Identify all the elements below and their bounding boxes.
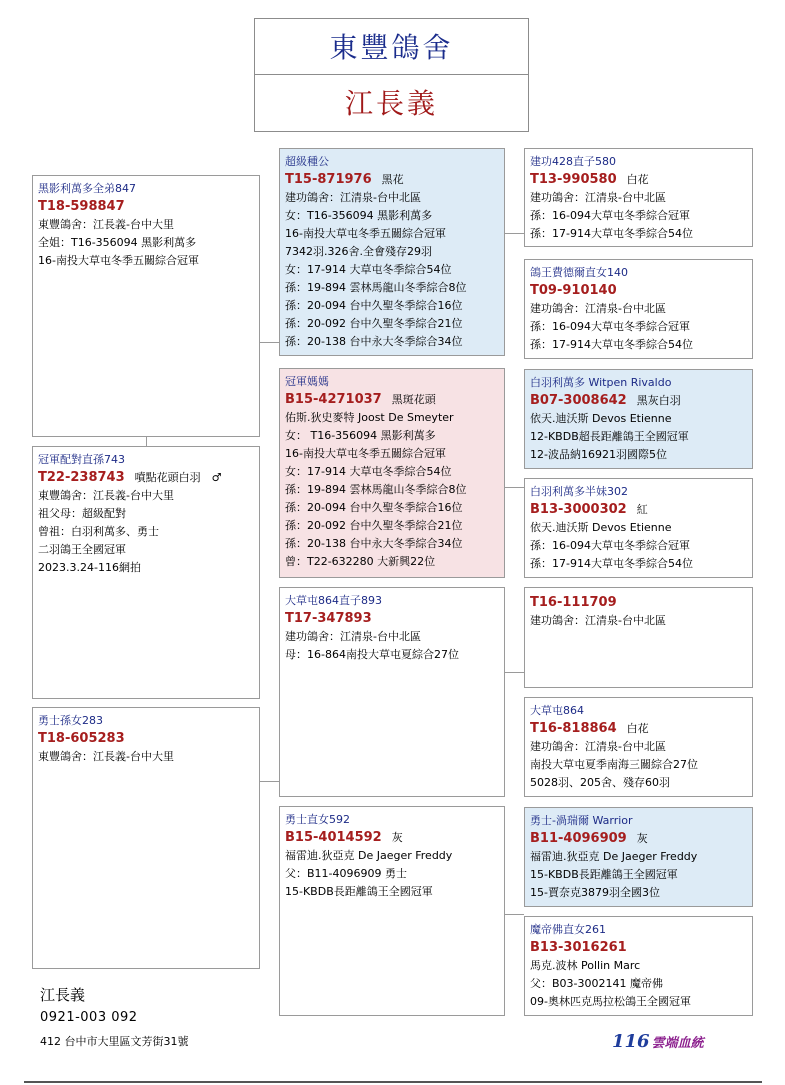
ring-number: T18-598847: [38, 199, 125, 214]
connector-line: [260, 781, 279, 782]
pigeon-card-granddam-2: [279, 806, 505, 1016]
pigeon-name: 建功428直子580: [530, 155, 616, 168]
pigeon-color: 噴點花頭白羽 ♂: [134, 471, 222, 484]
detail-line: 南投大草屯夏季南海三關綜合27位: [530, 758, 698, 771]
detail-line: 孫：17-914大草屯冬季綜合54位: [530, 338, 693, 351]
detail-line: 父：B03-3002141 魔帝佛: [530, 977, 663, 990]
connector-line: [505, 233, 524, 234]
pigeon-card-great-grandparent-1: [524, 148, 753, 247]
pigeon-card-parent-sire: [32, 175, 260, 437]
detail-line: 東豐鴿舍：江長義-台中大里: [38, 750, 174, 763]
detail-line: 女：17-914 大草屯冬季綜合54位: [285, 465, 452, 478]
pigeon-card-grandsire-1: [279, 148, 505, 356]
detail-line: 16-南投大草屯冬季五關綜合冠軍: [38, 254, 199, 267]
pigeon-card-great-grandparent-5: [524, 587, 753, 688]
ring-number: T13-990580 白花: [530, 172, 649, 187]
pigeon-name: 冠軍媽媽: [285, 375, 329, 388]
ring-number: B07-3008642 黑灰白羽: [530, 393, 681, 408]
detail-line: 佑斯.狄史麥特 Joost De Smeyter: [285, 411, 454, 424]
pigeon-name: 魔帝佛直女261: [530, 923, 606, 936]
pigeon-name: 超級種公: [285, 155, 329, 168]
pigeon-name: 勇士直女592: [285, 813, 350, 826]
pigeon-card-granddam-1: [279, 368, 505, 578]
detail-line: 7342羽.326舍.全會殘存29羽: [285, 245, 432, 258]
logo-number: 116: [612, 1031, 650, 1052]
pigeon-name: 鴿王費德爾直女140: [530, 266, 628, 279]
detail-line: 孫：20-138 台中永大冬季綜合34位: [285, 335, 463, 348]
detail-line: 12-KBDB超長距離鴿王全國冠軍: [530, 430, 689, 443]
detail-line: 孫：17-914大草屯冬季綜合54位: [530, 227, 693, 240]
pigeon-name: 白羽利萬多半妹302: [530, 485, 628, 498]
detail-line: 孫：20-094 台中久聖冬季綜合16位: [285, 299, 463, 312]
detail-line: 12-波品納16921羽國際5位: [530, 448, 667, 461]
connector-line: [260, 342, 279, 343]
connector-line: [505, 487, 524, 488]
detail-line: 孫：19-894 雲林馬龍山冬季綜合8位: [285, 483, 467, 496]
detail-line: 09-奧林匹克馬拉松鴿王全國冠軍: [530, 995, 691, 1008]
pigeon-card-great-grandparent-4: [524, 478, 753, 578]
footer-address: 412 台中市大里區文芳街31號: [40, 1035, 189, 1048]
detail-line: 二羽鴿王全國冠軍: [38, 543, 126, 556]
ring-number: B13-3016261: [530, 940, 627, 955]
detail-line: 15-KBDB長距離鴿王全國冠軍: [530, 868, 678, 881]
detail-line: 2023.3.24-116網拍: [38, 561, 141, 574]
detail-line: 孫：20-094 台中久聖冬季綜合16位: [285, 501, 463, 514]
brand-logo: [612, 1031, 704, 1052]
ring-number: T15-871976 黑花: [285, 172, 404, 187]
detail-line: 福雷迪.狄亞克 De Jaeger Freddy: [285, 849, 453, 862]
detail-line: 16-南投大草屯冬季五關綜合冠軍: [285, 447, 446, 460]
pigeon-color: 白花: [626, 722, 649, 735]
detail-line: 東豐鴿舍：江長義-台中大里: [38, 489, 174, 502]
ring-number: T16-111709: [530, 595, 617, 610]
pigeon-name: 大草屯864: [530, 704, 584, 717]
logo-text: 雲端血統: [651, 1036, 704, 1051]
pigeon-card-great-grandparent-8: [524, 916, 753, 1016]
detail-line: 孫：16-094大草屯冬季綜合冠軍: [530, 320, 690, 333]
detail-line: 福雷迪.狄亞克 De Jaeger Freddy: [530, 850, 698, 863]
detail-line: 孫：17-914大草屯冬季綜合54位: [530, 557, 693, 570]
detail-line: 孫：20-138 台中永大冬季綜合34位: [285, 537, 463, 550]
detail-line: 曾祖：白羽利萬多、勇士: [38, 525, 159, 538]
footer-owner-name: 江長義: [40, 986, 86, 1004]
connector-line: [505, 672, 524, 673]
pigeon-card-great-grandparent-7: [524, 807, 753, 907]
detail-line: 全姐：T16-356094 黑影利萬多: [38, 236, 197, 249]
footer-phone: 0921-003 092: [40, 1010, 138, 1025]
pigeon-name: 大草屯864直子893: [285, 594, 382, 607]
detail-line: 建功鴿舍：江清泉-台中北區: [530, 302, 666, 315]
pigeon-color: 黑斑花頭: [391, 393, 436, 406]
detail-line: 孫：16-094大草屯冬季綜合冠軍: [530, 209, 690, 222]
ring-number: B15-4014592 灰: [285, 830, 403, 845]
detail-line: 建功鴿舍：江清泉-台中北區: [285, 191, 421, 204]
detail-line: 女：17-914 大草屯冬季綜合54位: [285, 263, 452, 276]
detail-line: 母：16-864南投大草屯夏綜合27位: [285, 648, 459, 661]
ring-number: T09-910140: [530, 283, 617, 298]
pigeon-color: 黑花: [381, 173, 404, 186]
detail-line: 東豐鴿舍：江長義-台中大里: [38, 218, 174, 231]
pigeon-card-subject: [32, 446, 260, 699]
detail-line: 建功鴿舍：江清泉-台中北區: [530, 191, 666, 204]
pigeon-color: 灰: [391, 831, 403, 844]
detail-line: 15-KBDB長距離鴿王全國冠軍: [285, 885, 433, 898]
detail-line: 曾：T22-632280 大新興22位: [285, 555, 436, 568]
pigeon-name: 勇士-渦瑞爾 Warrior: [530, 814, 633, 827]
pigeon-name: 勇士孫女283: [38, 714, 103, 727]
detail-line: 16-南投大草屯冬季五關綜合冠軍: [285, 227, 446, 240]
detail-line: 孫：20-092 台中久聖冬季綜合21位: [285, 519, 463, 532]
detail-line: 依天.迪沃斯 Devos Etienne: [530, 521, 672, 534]
ring-number: T22-238743 噴點花頭白羽 ♂: [38, 470, 222, 485]
pigeon-card-grandsire-2: [279, 587, 505, 797]
pigeon-color: 灰: [636, 832, 648, 845]
pigeon-color: 白花: [626, 173, 649, 186]
detail-line: 女： T16-356094 黑影利萬多: [285, 429, 436, 442]
detail-line: 孫：16-094大草屯冬季綜合冠軍: [530, 539, 690, 552]
ring-number: B11-4096909 灰: [530, 831, 648, 846]
connector-line: [146, 437, 147, 446]
pigeon-color: 紅: [636, 503, 648, 516]
pigeon-name: 冠軍配對直孫743: [38, 453, 125, 466]
detail-line: 孫：20-092 台中久聖冬季綜合21位: [285, 317, 463, 330]
detail-line: 依天.迪沃斯 Devos Etienne: [530, 412, 672, 425]
pigeon-card-great-grandparent-3: [524, 369, 753, 469]
detail-line: 建功鴿舍：江清泉-台中北區: [285, 630, 421, 643]
ring-number: T18-605283: [38, 731, 125, 746]
pigeon-name: 黑影利萬多全弟847: [38, 182, 136, 195]
detail-line: 父：B11-4096909 勇士: [285, 867, 407, 880]
bottom-divider: [24, 1081, 762, 1083]
pigeon-card-great-grandparent-6: [524, 697, 753, 797]
pigeon-color: 黑灰白羽: [636, 394, 681, 407]
detail-line: 孫：19-894 雲林馬龍山冬季綜合8位: [285, 281, 467, 294]
connector-line: [505, 914, 524, 915]
pigeon-card-parent-dam: [32, 707, 260, 969]
ring-number: B13-3000302 紅: [530, 502, 648, 517]
detail-line: 建功鴿舍：江清泉-台中北區: [530, 740, 666, 753]
detail-line: 女：T16-356094 黑影利萬多: [285, 209, 433, 222]
ring-number: B15-4271037 黑斑花頭: [285, 392, 436, 407]
ring-number: T16-818864 白花: [530, 721, 649, 736]
loft-name-header: 東豐鴿舍: [254, 18, 529, 75]
detail-line: 祖父母：超級配對: [38, 507, 126, 520]
ring-number: T17-347893: [285, 611, 372, 626]
pigeon-name: 白羽利萬多 Witpen Rivaldo: [530, 376, 672, 389]
detail-line: 5028羽、205舍、殘存60羽: [530, 776, 670, 789]
detail-line: 建功鴿舍：江清泉-台中北區: [530, 614, 666, 627]
pigeon-card-great-grandparent-2: [524, 259, 753, 359]
owner-name-header: 江長義: [254, 74, 529, 132]
detail-line: 馬克.波林 Pollin Marc: [530, 959, 641, 972]
detail-line: 15-賈奈克3879羽全國3位: [530, 886, 660, 899]
